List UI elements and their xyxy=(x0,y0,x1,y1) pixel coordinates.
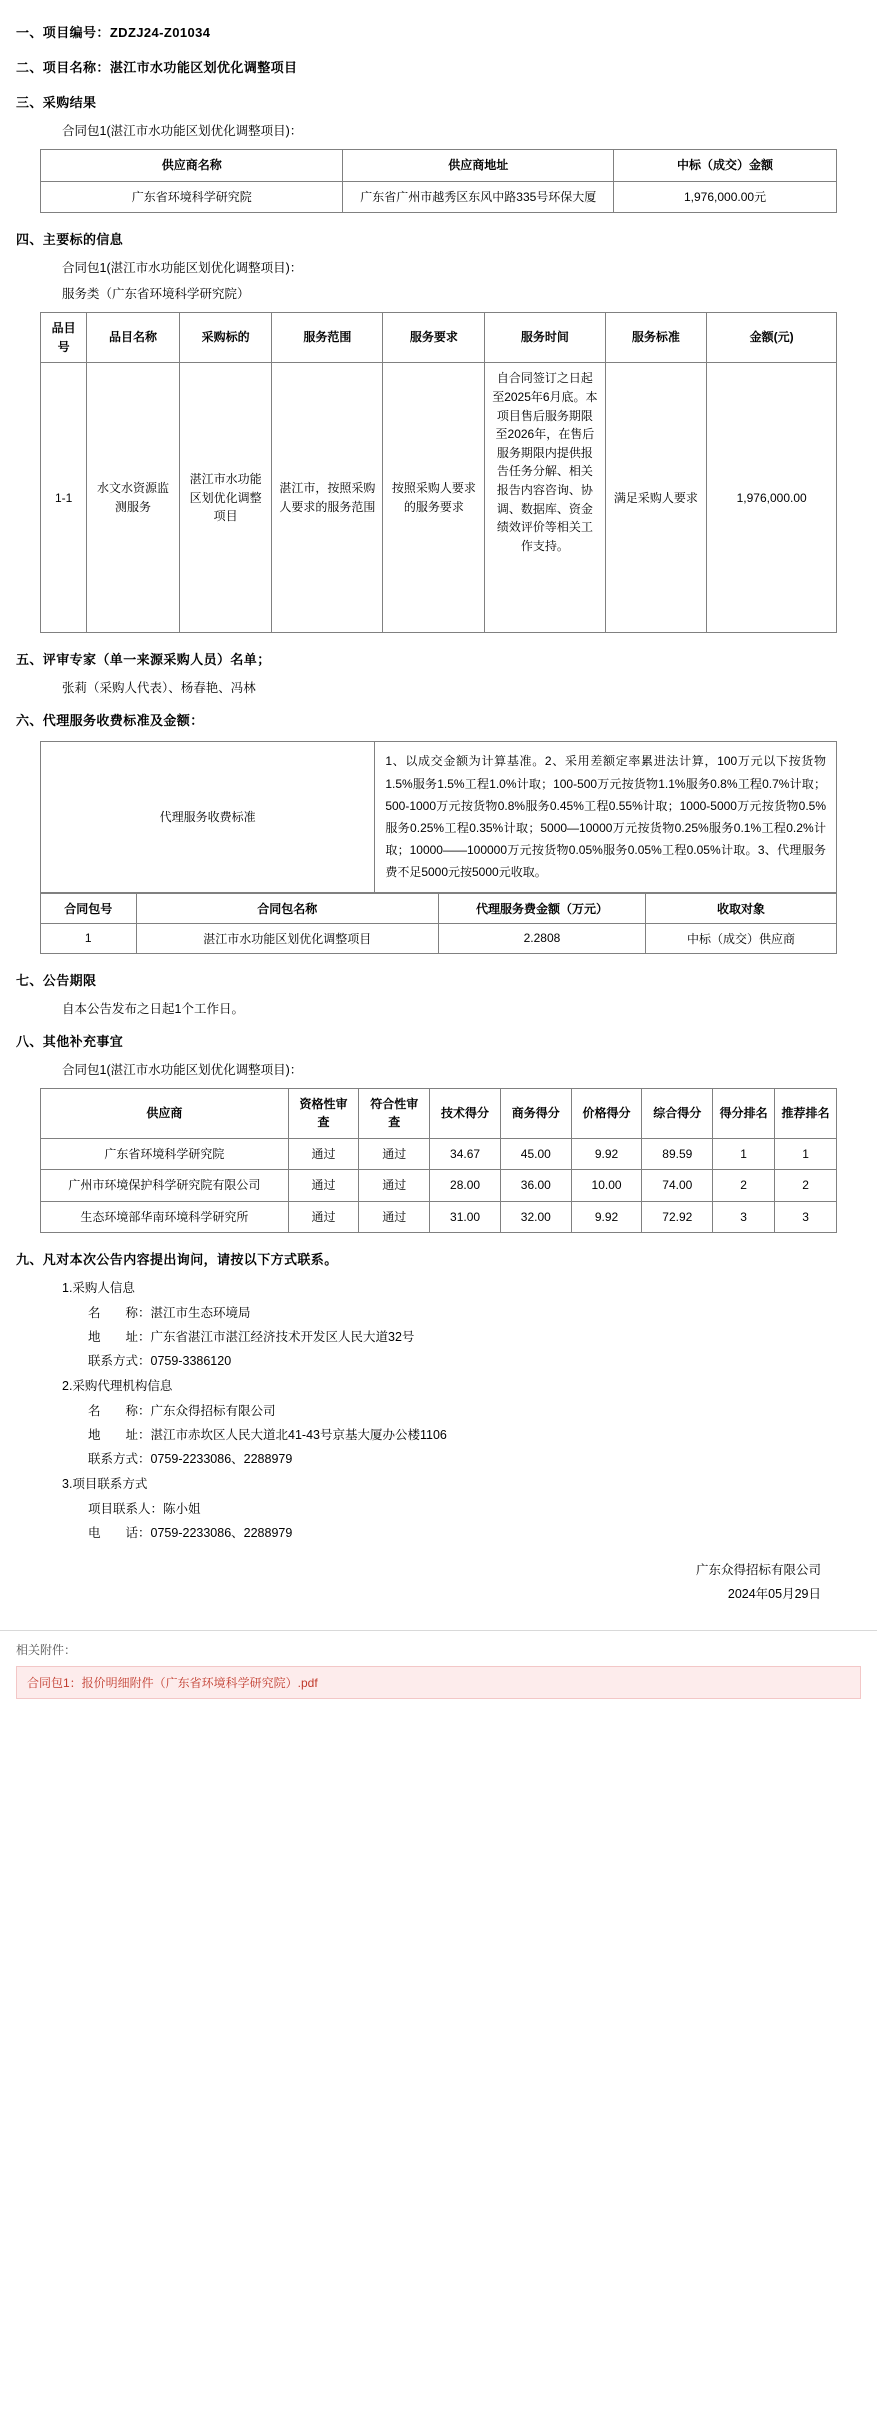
score-rank: 1 xyxy=(713,1138,775,1170)
project-number-value: ZDZJ24-Z01034 xyxy=(109,25,211,40)
section-project-number xyxy=(16,18,861,47)
section-procurement-result-title: 三、采购结果 xyxy=(16,95,97,110)
contact-group-purchaser-title: 1.采购人信息 xyxy=(62,1281,135,1296)
fee-col-package-name: 合同包名称 xyxy=(136,893,438,923)
project-contact-tel-label: 电 话： xyxy=(88,1526,151,1541)
section-contact-title: 九、凡对本次公告内容提出询问，请按以下方式联系。 xyxy=(16,1252,338,1268)
contact-group-project-title: 3.项目联系方式 xyxy=(62,1477,148,1492)
score-comply: 通过 xyxy=(359,1201,430,1233)
score-col-total: 综合得分 xyxy=(642,1088,713,1138)
result-col-amount: 中标（成交）金额 xyxy=(614,150,837,182)
purchaser-tel-line xyxy=(88,1348,861,1372)
result-supplier-name: 广东省环境科学研究院 xyxy=(41,181,343,213)
target-col-requirement: 服务要求 xyxy=(383,313,485,363)
purchaser-name-label: 名 称： xyxy=(88,1306,151,1321)
result-award-amount: 1,976,000.00元 xyxy=(614,181,837,213)
table-row xyxy=(41,363,837,633)
agency-fee-package-table xyxy=(40,893,837,954)
purchaser-name-line xyxy=(88,1300,861,1324)
agency-tel-label: 联系方式： xyxy=(88,1452,151,1467)
section-agency-fee-title: 六、代理服务收费标准及金额： xyxy=(16,713,204,729)
purchaser-address-value: 广东省湛江市湛江经济技术开发区人民大道32号 xyxy=(150,1330,415,1345)
score-col-tech: 技术得分 xyxy=(430,1088,501,1138)
table-row xyxy=(41,742,837,892)
project-contact-person-value: 陈小姐 xyxy=(163,1502,201,1517)
result-col-supplier: 供应商名称 xyxy=(41,150,343,182)
score-supplier: 广东省环境科学研究院 xyxy=(41,1138,289,1170)
attachments-section xyxy=(0,1630,877,1707)
table-row xyxy=(41,1201,837,1233)
section-project-name xyxy=(16,47,861,82)
table-row xyxy=(41,1138,837,1170)
result-col-address: 供应商地址 xyxy=(343,150,614,182)
signature-date: 2024年05月29日 xyxy=(727,1587,821,1602)
target-service-time: 自合同签订之日起至2025年6月底。本项目售后服务期限至2026年，在售后服务期限内提供报告任务分解、相关报告内容咨询、协调、数据库、资金绩效评价等相关工作支持。 xyxy=(485,363,605,633)
target-category-label: 服务类（广东省环境科学研究院） xyxy=(62,287,250,302)
target-requirement: 按照采购人要求的服务要求 xyxy=(383,363,485,633)
agency-fee-standard-table xyxy=(40,741,837,892)
purchaser-address-label: 地 址： xyxy=(88,1330,151,1345)
score-comply: 通过 xyxy=(359,1138,430,1170)
purchaser-tel-value: 0759-3386120 xyxy=(150,1354,232,1369)
score-col-price: 价格得分 xyxy=(571,1088,642,1138)
target-col-item-name: 品目名称 xyxy=(87,313,180,363)
score-col-qualify: 资格性审查 xyxy=(288,1088,359,1138)
score-rank: 2 xyxy=(713,1170,775,1202)
agency-tel-value: 0759-2233086、2288979 xyxy=(150,1452,293,1467)
score-price: 9.92 xyxy=(571,1201,642,1233)
score-tech: 28.00 xyxy=(430,1170,501,1202)
score-recommend: 3 xyxy=(775,1201,837,1233)
score-qualify: 通过 xyxy=(288,1170,359,1202)
agency-fee-label: 代理服务收费标准 xyxy=(41,742,375,892)
section-supplement-title: 八、其他补充事宜 xyxy=(16,1033,124,1049)
project-name-value: 湛江市水功能区划优化调整项目 xyxy=(109,60,298,75)
fee-package-no: 1 xyxy=(41,923,137,953)
score-supplier: 生态环境部华南环境科学研究所 xyxy=(41,1201,289,1233)
score-table-header-row xyxy=(41,1088,837,1138)
supplement-package-label: 合同包1(湛江市水功能区划优化调整项目)： xyxy=(62,1062,303,1077)
score-tech: 31.00 xyxy=(430,1201,501,1233)
target-col-no: 品目号 xyxy=(41,313,87,363)
agency-address-line xyxy=(88,1422,861,1446)
score-col-comply: 符合性审查 xyxy=(359,1088,430,1138)
result-supplier-address: 广东省广州市越秀区东风中路335号环保大厦 xyxy=(343,181,614,213)
score-table xyxy=(40,1088,837,1234)
score-col-rank: 得分排名 xyxy=(713,1088,775,1138)
project-contact-tel-line xyxy=(88,1520,861,1544)
fee-col-payer: 收取对象 xyxy=(645,893,836,923)
score-qualify: 通过 xyxy=(288,1201,359,1233)
target-target: 湛江市水功能区划优化调整项目 xyxy=(179,363,272,633)
target-table xyxy=(40,312,837,633)
fee-package-name: 湛江市水功能区划优化调整项目 xyxy=(136,923,438,953)
notice-period-value: 自本公告发布之日起1个工作日。 xyxy=(62,1001,244,1016)
target-package-label: 合同包1(湛江市水功能区划优化调整项目)： xyxy=(62,261,303,276)
target-amount: 1,976,000.00 xyxy=(707,363,837,633)
score-business: 45.00 xyxy=(500,1138,571,1170)
purchaser-tel-label: 联系方式： xyxy=(88,1354,151,1369)
fee-col-fee-amount: 代理服务费金额（万元） xyxy=(438,893,645,923)
score-comply: 通过 xyxy=(359,1170,430,1202)
result-package-label: 合同包1(湛江市水功能区划优化调整项目)： xyxy=(62,124,303,138)
fee-table-header-row xyxy=(41,893,837,923)
contact-group-agency-title: 2.采购代理机构信息 xyxy=(62,1379,173,1394)
score-recommend: 1 xyxy=(775,1138,837,1170)
agency-fee-standard-text: 1、以成交金额为计算基准。2、采用差额定率累进法计算，100万元以下按货物1.5%服务1.5%工程1.0%计取；100-500万元按货物1.1%服务0.8%工程0.7%计取；500-1000万元按货物0.8%服务0.45%工程0.55%计取；1000-5000万元按货物0.5%服务0.25%工程0.35%计取；5000—10000万元按货物0.25%服务0.1%工程0.2%计取；10000——100000万元按货物0.05%服务0.05%工程0.05%计取。3、代理服务费不足5000元按5000元收取。 xyxy=(375,742,837,892)
target-table-header-row xyxy=(41,313,837,363)
fee-col-package-no: 合同包号 xyxy=(41,893,137,923)
score-qualify: 通过 xyxy=(288,1138,359,1170)
agency-address-label: 地 址： xyxy=(88,1428,151,1443)
experts-list: 张莉（采购人代表）、杨春艳、冯林 xyxy=(62,681,256,696)
result-table xyxy=(40,149,837,213)
section-main-target-title: 四、主要标的信息 xyxy=(16,232,124,248)
project-contact-tel-value: 0759-2233086、2288979 xyxy=(150,1526,293,1541)
target-col-time: 服务时间 xyxy=(485,313,605,363)
section-notice-period-title: 七、公告期限 xyxy=(16,972,97,988)
score-business: 36.00 xyxy=(500,1170,571,1202)
score-business: 32.00 xyxy=(500,1201,571,1233)
table-row xyxy=(41,1170,837,1202)
result-table-header-row xyxy=(41,150,837,182)
target-scope: 湛江市，按照采购人要求的服务范围 xyxy=(272,363,383,633)
agency-name-value: 广东众得招标有限公司 xyxy=(150,1404,276,1419)
target-item-name: 水文水资源监测服务 xyxy=(87,363,180,633)
score-total: 74.00 xyxy=(642,1170,713,1202)
score-total: 72.92 xyxy=(642,1201,713,1233)
section-project-number-label: 一、项目编号： xyxy=(16,25,110,40)
target-col-target: 采购标的 xyxy=(179,313,272,363)
table-row xyxy=(41,923,837,953)
target-no: 1-1 xyxy=(41,363,87,633)
purchaser-address-line xyxy=(88,1324,861,1348)
score-recommend: 2 xyxy=(775,1170,837,1202)
agency-tel-line xyxy=(88,1446,861,1470)
agency-name-line xyxy=(88,1398,861,1422)
attachments-title: 相关附件： xyxy=(16,1643,77,1658)
score-tech: 34.67 xyxy=(430,1138,501,1170)
score-col-recommend: 推荐排名 xyxy=(775,1088,837,1138)
project-contact-person-line xyxy=(88,1496,861,1520)
score-rank: 3 xyxy=(713,1201,775,1233)
score-supplier: 广州市环境保护科学研究院有限公司 xyxy=(41,1170,289,1202)
project-contact-person-label: 项目联系人： xyxy=(88,1502,164,1517)
section-experts-title: 五、评审专家（单一来源采购人员）名单； xyxy=(16,652,271,668)
score-price: 10.00 xyxy=(571,1170,642,1202)
table-row xyxy=(41,181,837,213)
score-total: 89.59 xyxy=(642,1138,713,1170)
score-price: 9.92 xyxy=(571,1138,642,1170)
signature-org: 广东众得招标有限公司 xyxy=(695,1563,821,1578)
score-col-supplier: 供应商 xyxy=(41,1088,289,1138)
agency-name-label: 名 称： xyxy=(88,1404,151,1419)
fee-amount: 2.2808 xyxy=(438,923,645,953)
fee-payer: 中标（成交）供应商 xyxy=(645,923,836,953)
target-col-amount: 金额(元) xyxy=(707,313,837,363)
score-col-business: 商务得分 xyxy=(500,1088,571,1138)
target-col-standard: 服务标准 xyxy=(605,313,707,363)
attachment-link[interactable]: 合同包1：报价明细附件（广东省环境科学研究院）.pdf xyxy=(16,1666,861,1699)
target-standard: 满足采购人要求 xyxy=(605,363,707,633)
section-project-name-label: 二、项目名称： xyxy=(16,60,110,75)
purchaser-name-value: 湛江市生态环境局 xyxy=(150,1306,251,1321)
agency-address-value: 湛江市赤坎区人民大道北41-43号京基大厦办公楼1106 xyxy=(150,1428,447,1443)
target-col-scope: 服务范围 xyxy=(272,313,383,363)
